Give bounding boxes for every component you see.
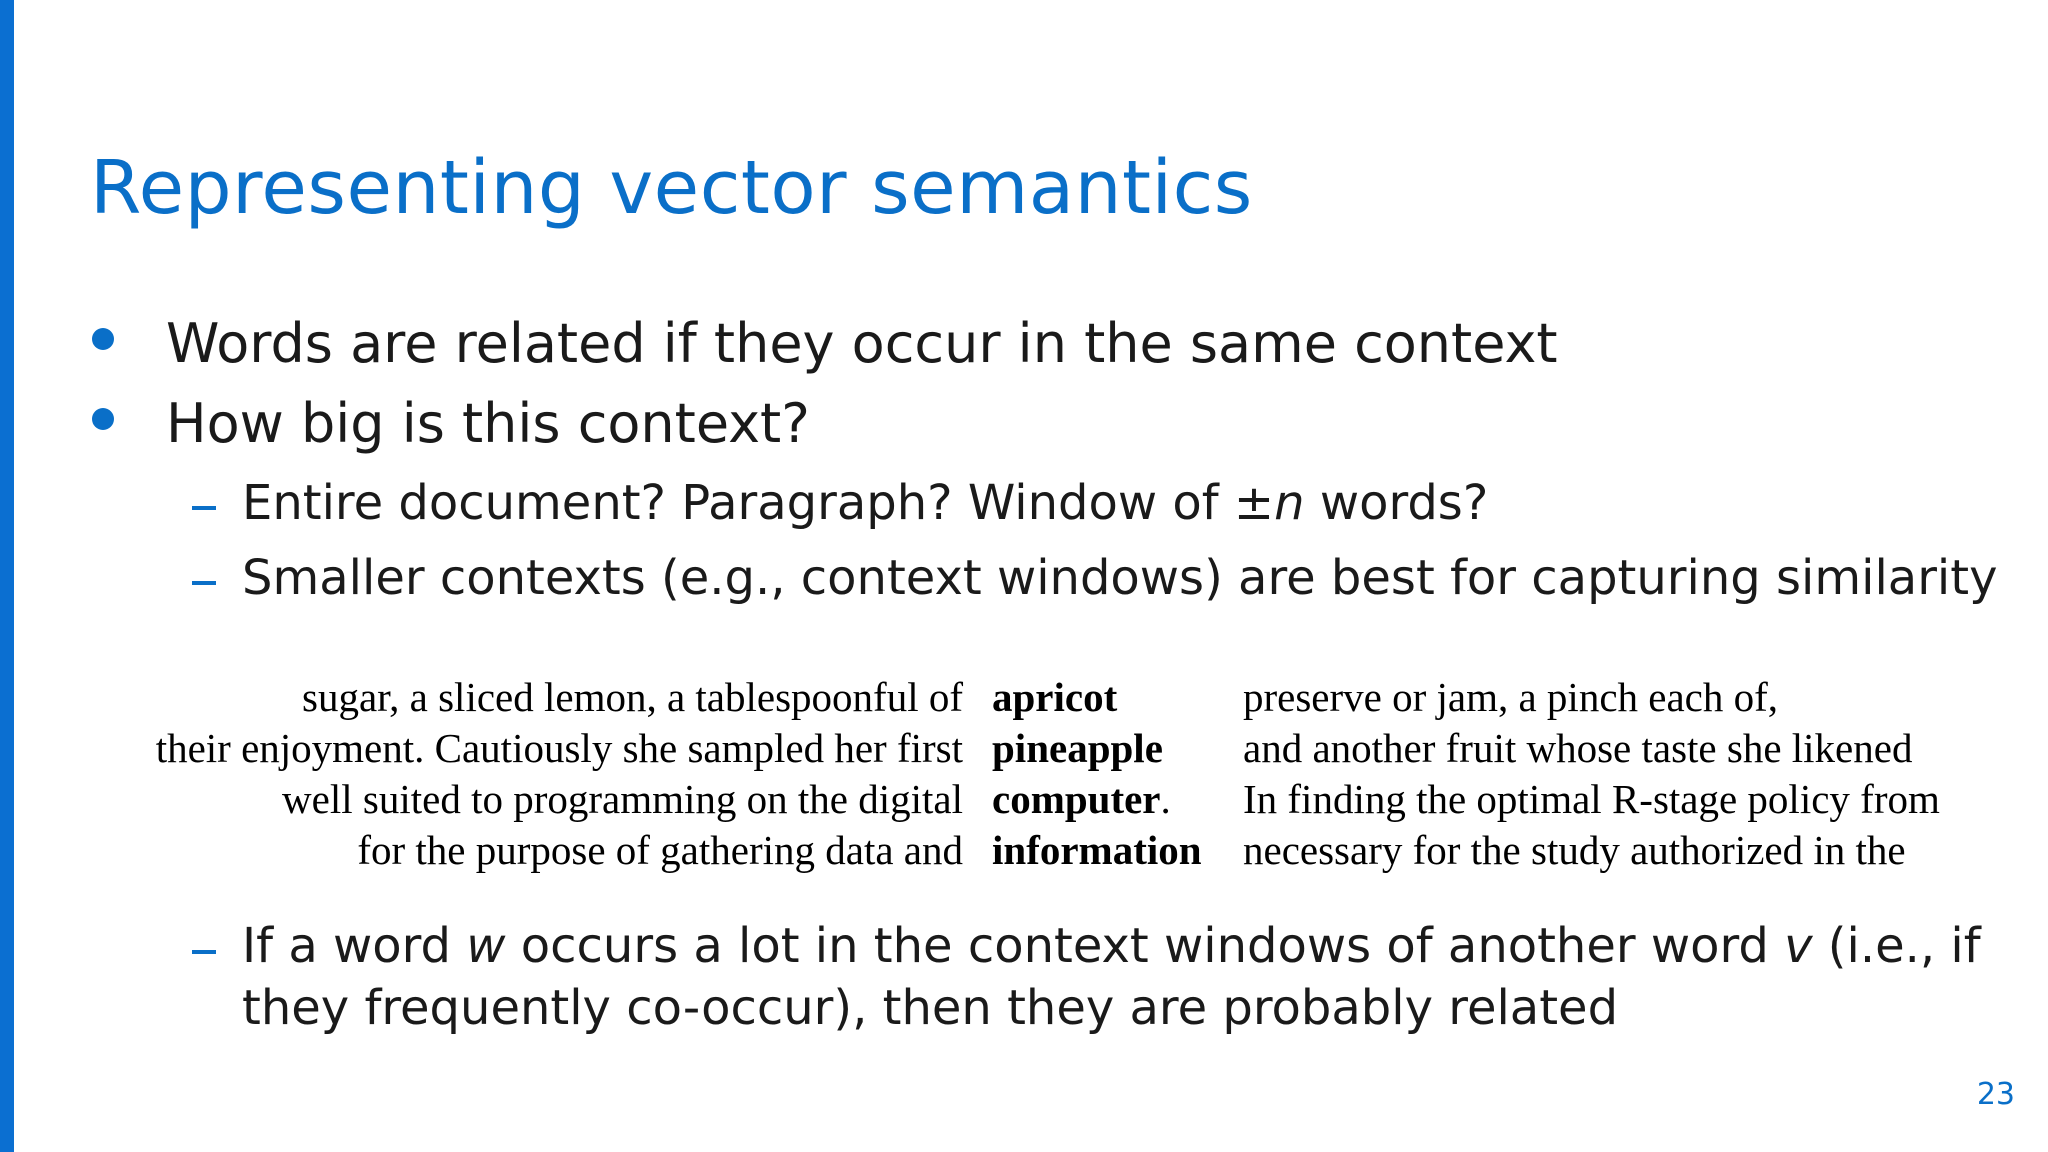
target-word bbox=[992, 723, 1163, 774]
concordance-row bbox=[0, 672, 2048, 723]
page-number: 23 bbox=[1976, 1077, 2015, 1112]
concordance-row bbox=[0, 825, 2048, 876]
sub-bullet-if-part1: If a word bbox=[242, 918, 467, 974]
target-word bbox=[992, 774, 1171, 825]
accent-bar bbox=[0, 0, 14, 1152]
sub-bullet-entire-suffix: words? bbox=[1304, 475, 1489, 531]
sub-bullet-dash-2 bbox=[192, 581, 216, 585]
target-word-text: apricot bbox=[992, 674, 1118, 720]
bullet-dot-1 bbox=[92, 328, 114, 350]
sub-bullet-if-line2: they frequently co-occur), then they are probably related bbox=[242, 980, 1619, 1036]
context-left: for the purpose of gathering data and bbox=[357, 827, 963, 873]
slide-title: Representing vector semantics bbox=[90, 145, 1253, 231]
sub-bullet-if-part3: (i.e., if bbox=[1812, 918, 1981, 974]
bullet-1: Words are related if they occur in the same context bbox=[166, 312, 1558, 375]
target-word-text: computer bbox=[992, 776, 1161, 822]
context-left: sugar, a sliced lemon, a tablespoonful of bbox=[301, 674, 963, 720]
var-n: n bbox=[1274, 475, 1305, 531]
bullet-dot-2 bbox=[92, 408, 114, 430]
context-right: and another fruit whose taste she likened bbox=[1243, 725, 1913, 771]
sub-bullet-if-line1 bbox=[242, 918, 1981, 974]
context-right: preserve or jam, a pinch each of, bbox=[1243, 674, 1779, 720]
context-left: their enjoyment. Cautiously she sampled her first bbox=[155, 725, 963, 771]
target-word bbox=[992, 825, 1202, 876]
sub-bullet-smaller: Smaller contexts (e.g., context windows) are best for capturing similarity bbox=[242, 550, 1998, 606]
concordance-row bbox=[0, 723, 2048, 774]
target-word-text: pineapple bbox=[992, 725, 1163, 771]
target-punct: . bbox=[1160, 776, 1171, 822]
target-word-text: information bbox=[992, 827, 1202, 873]
var-v: v bbox=[1784, 918, 1813, 974]
context-right: In finding the optimal R-stage policy from bbox=[1243, 776, 1940, 822]
concordance-row bbox=[0, 774, 2048, 825]
concordance-table bbox=[0, 672, 2048, 876]
context-right: necessary for the study authorized in the bbox=[1243, 827, 1906, 873]
sub-bullet-entire-prefix: Entire document? Paragraph? Window of ± bbox=[242, 475, 1275, 531]
target-word bbox=[992, 672, 1117, 723]
bullet-2: How big is this context? bbox=[166, 392, 810, 455]
sub-bullet-entire bbox=[242, 475, 1488, 531]
context-left: well suited to programming on the digital bbox=[282, 776, 963, 822]
var-w: w bbox=[466, 918, 506, 974]
sub-bullet-dash-1 bbox=[192, 506, 216, 510]
sub-bullet-dash-3 bbox=[192, 950, 216, 954]
sub-bullet-if-part2: occurs a lot in the context windows of another word bbox=[505, 918, 1785, 974]
